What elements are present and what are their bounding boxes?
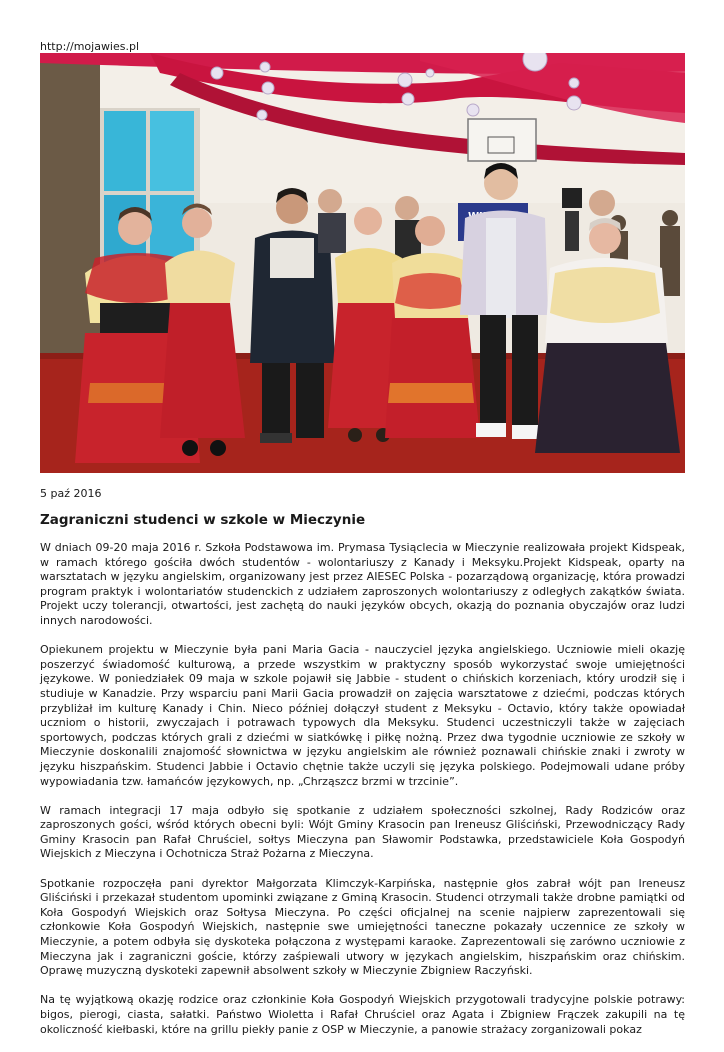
group-photo — [40, 53, 685, 473]
article-paragraph: Opiekunem projektu w Mieczynie była pani Maria Gacia - nauczyciel języka angielskiego. Uczniowie mieli okazję poszerzyć świadomość kulturową, a przede wszystkim w praktyczny sposób wykorzystać swoje umiejętności językowe. W poniedziałek 09 maja w szkole pojawił się Jabbie - student o chińskich korzeniach, który urodził się i studiuje w Kanadzie. Przy wsparciu pani Marii Gacia prowadził on zajęcia warsztatowe z dziećmi, podczas których przybliżał im kulturę Kanady i Chin. Nieco później dołączył student z Meksyku - Octavio, który także opowiadał uczniom o historii, zwyczajach i potrawach typowych dla Meksyku. Studenci uczestniczyli także w zajęciach sportowych, podczas których grali z dziećmi w siatkówkę i piłkę nożną. Przez dwa tygodnie uczniowie ze szkoły w Mieczynie doskonalili znajomość słownictwa w języku angielskim ale również poznawali chińskie znaki i zwroty w języku hiszpańskim. Studenci Jabbie i Octavio chętnie także uczyli się języka polskiego. Podejmowali udane próby wypowiadania tzw. łamańców językowych, np. „Chrząszcz brzmi w trzcinie”. — [40, 643, 685, 788]
article-paragraph: W ramach integracji 17 maja odbyło się spotkanie z udziałem społeczności szkolnej, Rady Rodziców oraz zaproszonych gości, wśród których obecni byli: Wójt Gminy Krasocin pan Ireneusz Gliściński, Przewodniczący Rady Gminy Krasocin pan Rafał Chruściel, sołtys Mieczyna pan Sławomir Podstawka, przedstawiciele Koła Gospodyń Wiejskich z Mieczyna i Ochotnicza Straż Pożarna z Mieczyna. — [40, 803, 685, 861]
article-body — [40, 541, 685, 1052]
article-paragraph: W dniach 09-20 maja 2016 r. Szkoła Podstawowa im. Prymasa Tysiąclecia w Mieczynie realizowała projekt Kidspeak, w ramach którego gościła dwóch studentów - wolontariuszy z Kanady i Meksyku.Projekt Kidspeak, oparty na warsztatach w języku angielskim, organizowany jest przez AIESEC Polska - pozarządową organizację, która prowadzi program praktyk i wolontariatów studenckich z udziałem zaproszonych wolontariuszy z odległych zakątków świata. Projekt uczy tolerancji, otwartości, jest zachętą do nauki języków obcych, okazją do poznania obyczajów oraz ludzi innych narodowości. — [40, 541, 685, 627]
article-paragraph: Na tę wyjątkową okazję rodzice oraz członkinie Koła Gospodyń Wiejskich przygotowali tradycyjne polskie potrawy: bigos, pierogi, ciasta, sałatki. Państwo Wioletta i Rafał Chruściel oraz Agata i Zbigniew Frączek zakupili na tę okoliczność kiełbaski, które na grillu piekły panie z OSP w Mieczynie, a panowie strażacy zorganizowali pokaz — [40, 993, 685, 1036]
page-url: http://mojawies.pl — [40, 40, 140, 53]
group-photo-scene — [40, 53, 685, 473]
article-paragraph: Spotkanie rozpoczęła pani dyrektor Małgorzata Klimczyk-Karpińska, następnie głos zabrał wójt pan Ireneusz Gliściński i przekazał studentom upominki związane z Gminą Krasocin. Studenci otrzymali także drobne pamiątki od Koła Gospodyń Wiejskich oraz Sołtysa Mieczyna. Po części oficjalnej na scenie najpierw zaprezentowali się członkowie Koła Gospodyń Wiejskich, następnie swe umiejętności taneczne pokazały uczennice ze szkoły w Mieczynie, a potem odbyła się dyskoteka połączona z występami karaoke. Zaprezentowali się zarówno uczniowie z Mieczyna jak i zagraniczni goście, którzy zaśpiewali utwory w językach angielskim, hiszpańskim oraz chińskim. Oprawę muzyczną dyskoteki zapewnił absolwent szkoły w Mieczynie Zbigniew Raczyński. — [40, 876, 685, 978]
basketball-hoop — [468, 119, 536, 161]
post-date: 5 paź 2016 — [40, 487, 102, 500]
article-title: Zagraniczni studenci w szkole w Mieczynie — [40, 512, 366, 528]
